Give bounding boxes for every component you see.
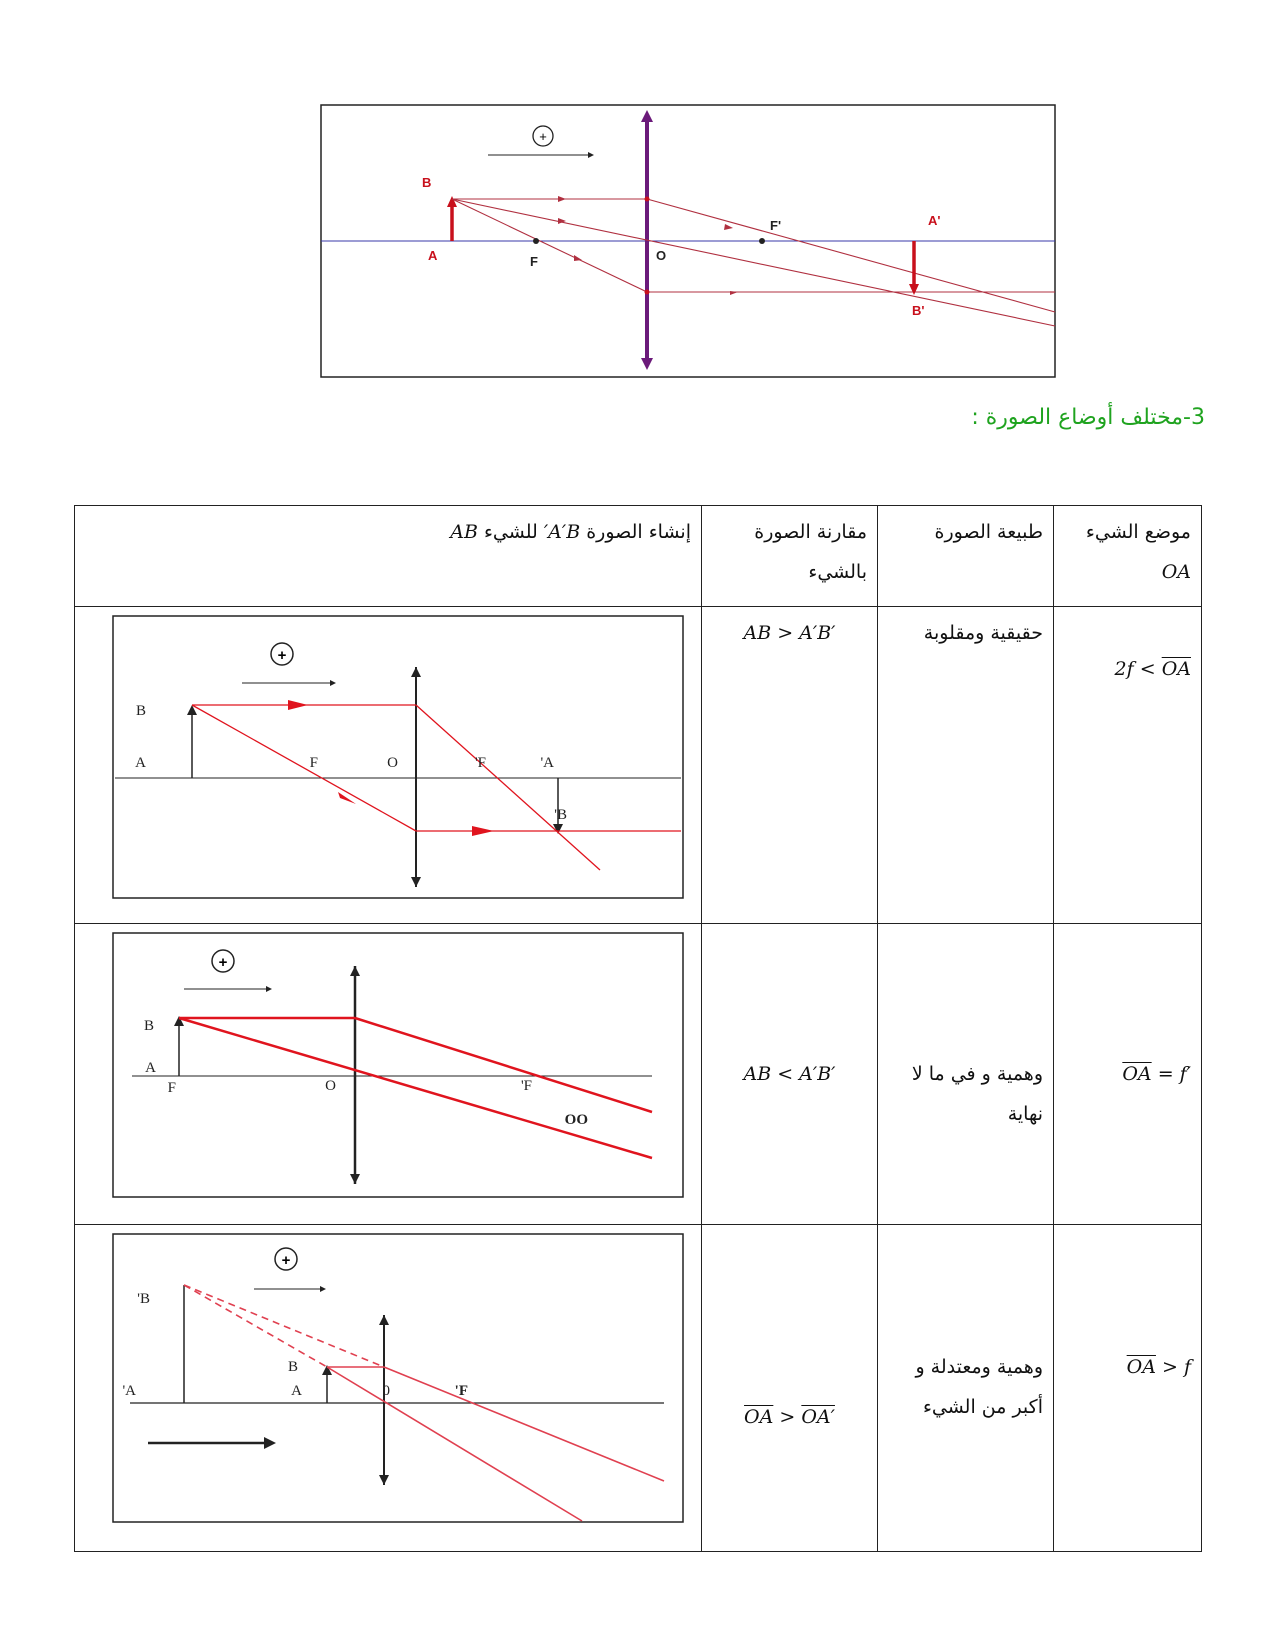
image-positions-table xyxy=(74,505,1202,1552)
cell-nature xyxy=(878,924,1054,1225)
table-row xyxy=(75,1225,1202,1552)
header-construction-math1: A′B′ xyxy=(543,521,581,543)
case2-diagram xyxy=(112,932,685,1200)
label-Fp: F' xyxy=(474,755,486,771)
label-O: O xyxy=(325,1078,336,1094)
table-header-row xyxy=(75,506,1202,607)
nature-text: وهمية و في ما لا نهاية xyxy=(911,1063,1043,1125)
label-A: A xyxy=(291,1383,302,1399)
cell-comparison xyxy=(702,924,878,1225)
plus-sign: + xyxy=(281,1252,291,1269)
comparison-text: AB > A′B′ xyxy=(743,622,836,644)
cell-construction xyxy=(75,607,702,924)
top-lens-diagram xyxy=(320,104,1056,378)
section-title: 3-مختلف أوضاع الصورة : xyxy=(971,405,1205,430)
label-O: O xyxy=(656,248,667,263)
comp-right: OA′ xyxy=(801,1406,835,1428)
cell-construction xyxy=(75,924,702,1225)
header-position xyxy=(1054,506,1202,607)
label-B: B xyxy=(143,1018,154,1034)
nature-text: حقيقية ومقلوبة xyxy=(923,622,1043,644)
table-row xyxy=(75,924,1202,1225)
label-B: B xyxy=(135,703,146,719)
header-construction-mid: للشيء xyxy=(483,521,538,543)
pos-right: = f′ xyxy=(1157,1063,1191,1085)
header-construction xyxy=(75,506,702,607)
table-row xyxy=(75,607,1202,924)
label-Bp: B' xyxy=(554,807,567,823)
label-F: F xyxy=(309,755,318,771)
header-position-label: موضع الشيء xyxy=(1085,521,1191,543)
label-Fp: F' xyxy=(770,218,782,233)
label-Bp: B' xyxy=(912,303,925,318)
nature-text: وهمية ومعتدلة و أكبر من الشيء xyxy=(915,1356,1043,1418)
label-O: 0 xyxy=(382,1383,390,1399)
label-A: A xyxy=(145,1060,156,1076)
label-O: O xyxy=(387,755,398,771)
cell-comparison xyxy=(702,1225,878,1552)
cell-position xyxy=(1054,924,1202,1225)
label-Ap: A' xyxy=(540,755,554,771)
cell-nature xyxy=(878,607,1054,924)
pos-left: $\overline{OA}$ xyxy=(1122,1063,1152,1085)
plus-sign: + xyxy=(277,647,287,664)
position-math xyxy=(1064,1054,1191,1094)
focal-point-Fp xyxy=(759,238,765,244)
position-math xyxy=(1064,1347,1191,1387)
pos-left: $\overline{OA}$ xyxy=(1126,1356,1156,1378)
label-Fp: F' xyxy=(454,1383,468,1399)
label-A: A xyxy=(135,755,146,771)
header-comparison xyxy=(702,506,878,607)
header-comparison-label: مقارنة الصورة بالشيء xyxy=(754,521,867,583)
label-A: A xyxy=(428,248,438,263)
label-Ap: A' xyxy=(928,213,941,228)
label-F: F xyxy=(530,254,538,269)
cell-nature xyxy=(878,1225,1054,1552)
label-F: F xyxy=(167,1080,176,1096)
cell-construction xyxy=(75,1225,702,1552)
cell-position xyxy=(1054,1225,1202,1552)
comp-mid: > xyxy=(773,1406,802,1428)
cell-position xyxy=(1054,607,1202,924)
cell-comparison xyxy=(702,607,878,924)
comparison-text: AB < A′B′ xyxy=(743,1063,836,1085)
label-B: B xyxy=(287,1359,298,1375)
pos-left: 2f < xyxy=(1114,658,1156,680)
label-Bp: B' xyxy=(137,1291,150,1307)
position-math xyxy=(1064,649,1191,689)
label-Fp: F' xyxy=(520,1078,532,1094)
header-construction-math2: AB xyxy=(450,521,478,543)
case1-diagram xyxy=(112,615,685,899)
label-Ap: A' xyxy=(122,1383,136,1399)
label-B: B xyxy=(422,175,432,190)
comparison-text xyxy=(712,1397,867,1437)
case3-diagram xyxy=(112,1233,685,1525)
header-nature xyxy=(878,506,1054,607)
comp-left: $\overline{OA}$ xyxy=(744,1406,774,1428)
plus-sign: + xyxy=(218,954,228,971)
pos-right: $\overline{OA}$ xyxy=(1161,658,1191,680)
header-nature-label: طبيعة الصورة xyxy=(934,521,1043,543)
header-position-math: OA xyxy=(1161,561,1191,583)
header-construction-label: إنشاء الصورة xyxy=(586,521,691,543)
pos-right: > f xyxy=(1162,1356,1191,1378)
focal-point-F xyxy=(533,238,539,244)
label-infinity: OO xyxy=(564,1112,588,1128)
plus-sign: + xyxy=(539,129,547,144)
